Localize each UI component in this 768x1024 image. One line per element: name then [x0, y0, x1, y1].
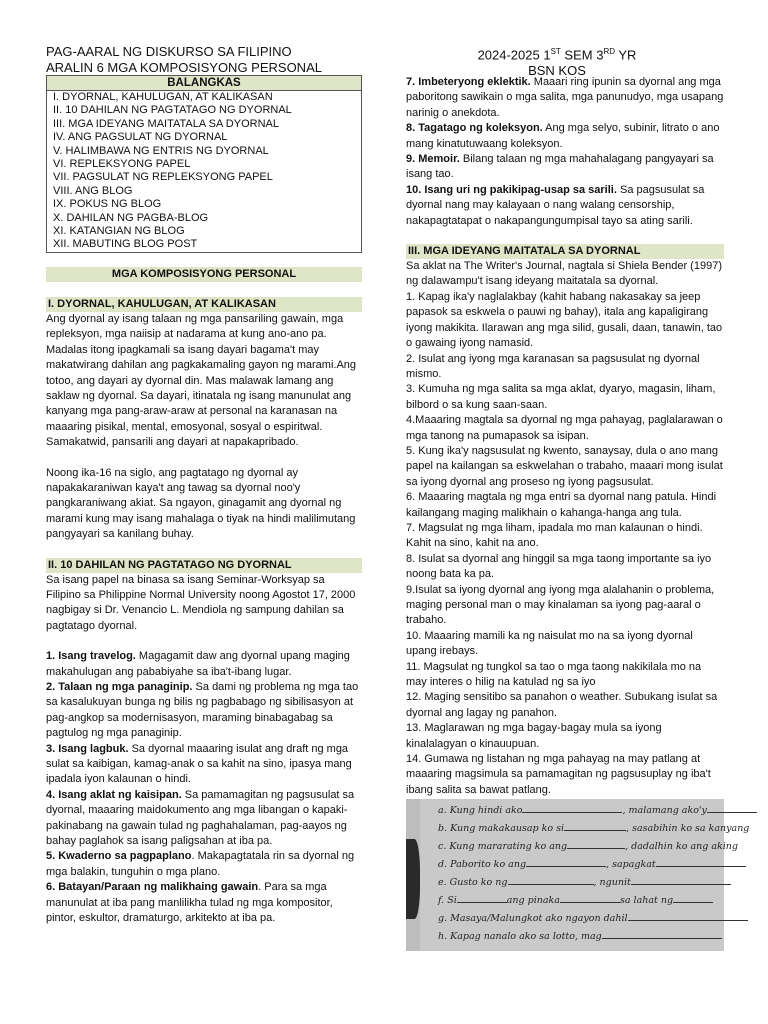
idea-item: 8. Isulat sa dyornal ang hinggil sa mga taong importante sa iyo noong bata ka pa.: [406, 552, 712, 581]
idea-item: 10. Maaaring mamili ka ng naisulat mo na sa iyong dyornal upang irebays.: [406, 629, 693, 658]
section3-heading: III. MGA IDEYANG MAITATALA SA DYORNAL: [406, 244, 724, 259]
worksheet-paper: [420, 799, 750, 951]
reason-item: 4. Isang aklat ng kaisipan. Sa pamamagitan ng pagsusulat sa dyornal, maaaring maidokumento ang mga libangan o kapaki-pakinabang na gawain tulad ng paghahalaman, pag-aayos ng bahay paglahok sa isang paligsahan at iba pa.: [46, 788, 355, 848]
idea-item: 13. Maglarawan ng mga bagay-bagay mula sa iyong kinalalagyan o kinauupuan.: [406, 722, 662, 750]
section3-intro: Sa aklat na The Writer's Journal, nagtala si Shiela Bender (1997) ng dalawampu't isang ideyang maitatala sa dyornal.: [406, 260, 722, 288]
worksheet-line: f. Si ang pinaka sa lahat ng: [438, 895, 713, 906]
main-title: MGA KOMPOSISYONG PERSONAL: [46, 267, 362, 282]
outline-box: [46, 75, 362, 253]
outline-item: IX. POKUS NG BLOG: [53, 198, 162, 211]
idea-item: 4.Maaaring magtala sa dyornal ng mga pahayag, paglalarawan o mga tanong na pumapasok sa isipan.: [406, 414, 723, 442]
page-header-left: [46, 44, 322, 76]
idea-item: 12. Maging sensitibo sa panahon o weather. Subukang isulat sa dyornal ang lagay ng panahon.: [406, 691, 718, 719]
section1-paragraph: Noong ika-16 na siglo, ang pagtatago ng dyornal ay napakakaraniwan kaya't ang tawag sa dyornal noo'y pangkaraniwang akiat. Sa ngayon, ginagamit ang dyornal ng marami kung may isang mahalaga o tiyak na hindi malilimutang pangyayari sa kanilang buhay.: [46, 466, 356, 541]
reason-item: 1. Isang travelog. Magagamit daw ang dyornal upang maging makahulugan ang pababiyahe sa iba't-ibang lugar.: [46, 650, 350, 678]
idea-item: 9.Isulat sa iyong dyornal ang iyong mga alalahanin o problema, maging personal man o may kinalaman sa iyong pag-aaral o trabaho.: [406, 583, 715, 627]
idea-item: 14. Gumawa ng listahan ng mga pahayag na may patlang at maaaring magsimula sa pamamagitan ng pagsusuplay ng iba't ibang salita sa bawat patlang.: [406, 753, 711, 796]
outline-item: I. DYORNAL, KAHULUGAN, AT KALIKASAN: [53, 91, 273, 103]
reason-item: 3. Isang lagbuk. Sa dyornal maaaring isulat ang draft ng mga sulat sa kaibigan, kamag-anak o sa kahit na sino, ipasya mang ipadala iyon kalaunan o hindi.: [46, 742, 352, 786]
section1-heading: I. DYORNAL, KAHULUGAN, AT KALIKASAN: [46, 297, 362, 312]
term-label: 2024-2025 1ST SEM 3RD YR: [477, 47, 637, 63]
course-title: PAG-AARAL NG DISKURSO SA FILIPINO: [46, 44, 292, 59]
reason-item: 9. Memoir. Bilang talaan ng mga mahahalagang pangyayari sa isang tao.: [406, 153, 714, 181]
worksheet-photo: [406, 799, 750, 951]
idea-item: 11. Magsulat ng tungkol sa tao o mga taong nakikilala mo na may interes o hilig na katulad ng sa iyo: [406, 660, 702, 689]
idea-item: 1. Kapag ika'y naglalakbay (kahit habang nakasakay sa jeep papasok sa eskwela o pauwi ng bahay), itala ang kapaligirang iyong makikita. Ilarawan ang mga silid, gusali, daan, tanawin, tao o gawaing iyong namasid.: [406, 290, 723, 350]
worksheet-line: d. Paborito ko ang , sapagkat: [438, 859, 746, 870]
reason-item: 5. Kwaderno sa pagpaplano. Makapagtatala rin sa dyornal ng mga balakin, tunguhin o mga plano.: [46, 850, 355, 878]
outline-item: V. HALIMBAWA NG ENTRIS NG DYORNAL: [53, 144, 269, 157]
reason-item: 7. Imbeteryong eklektik. Maaari ring ipunin sa dyornal ang mga paboritong sawikain o mga salita, mga panunudyo, mga usapang narinig o anekdota.: [406, 76, 724, 119]
outline-list: [47, 91, 361, 252]
reason-item: 10. Isang uri ng pakikipag-usap sa sarili. Sa pagsusulat sa dyornal nang may kalayaan o nang walang censorship, nakapagtatapat o nakapangungumpisal tayo sa ating sarili.: [406, 183, 705, 227]
reason-item: 8. Tagatago ng koleksyon. Ang mga selyo, subinir, litrato o ano mang kinatutuwaang koleksyon.: [406, 122, 720, 150]
worksheet-line: h. Kapag nanalo ako sa lotto, mag: [438, 931, 722, 942]
idea-item: 6. Maaaring magtala ng mga entri sa dyornal nang patula. Hindi kailangang maging malikhain o kahanga-hanga ang tula.: [406, 491, 717, 519]
worksheet-line: g. Masaya/Malungkot ako ngayon dahil: [438, 913, 748, 924]
outline-item: VI. REPLEKSYONG PAPEL: [53, 158, 191, 171]
idea-item: 7. Magsulat ng mga liham, ipadala mo man kalaunan o hindi. Kahit na sino, kahit na ano.: [406, 521, 703, 550]
outline-item: X. DAHILAN NG PAGBA-BLOG: [53, 211, 209, 224]
reason-item: 6. Batayan/Paraan ng malikhaing gawain. Para sa mga manunulat at iba pang manlilikha tulad ng mga kompositor, pintor, eskultor, dramaturgo, arkitekto at iba pa.: [46, 881, 333, 925]
section1-paragraph: Ang dyornal ay isang talaan ng mga pansariling gawain, mga repleksyon, mga naiisip at nadarama at kung ano-ano pa. Madalas itong ipagkamali sa isang dayari bagama't may makatwirang dahilan ang pagkakamaling gayon ng marami.Ang totoo, ang dayari ay dyornal din. Mas malawak lamang ang saklaw ng dyornal. Sa dayari, itinatala ng isang manunulat ang kanyang mga pang-araw-araw at personal na karanasan na maaaring pisikal, mental, emosyonal, sosyal o espiritwal. Samakatwid, pansarili ang dayari at napakapribado.: [46, 312, 357, 449]
outline-item: XI. KATANGIAN NG BLOG: [53, 225, 185, 238]
worksheet-line: a. Kung hindi ako , malamang ako'y: [438, 805, 757, 816]
left-column: [46, 75, 362, 927]
outline-item: IV. ANG PAGSULAT NG DYORNAL: [53, 131, 228, 144]
outline-title: BALANGKAS: [47, 76, 361, 91]
outline-item: VIII. ANG BLOG: [53, 184, 133, 197]
worksheet-line: e. Gusto ko ng , ngunit: [438, 877, 731, 888]
idea-item: 2. Isulat ang iyong mga karanasan sa pagsusulat ng dyornal mismo.: [406, 352, 700, 380]
worksheet-line: b. Kung makakausap ko si , sasabihin ko sa kanyang: [438, 823, 750, 834]
right-column: [406, 75, 724, 798]
reason-item: 2. Talaan ng mga panaginip. Sa dami ng problema ng mga tao sa kasalukuyan bunga ng bilis ng pagbabago ng sibilisasyon at pag-angkop sa modernisasyon, maraming binabagabag sa pagtulog ng mga panaginip.: [46, 681, 359, 740]
section2-intro: Sa isang papel na binasa sa isang Seminar-Worksyap sa Filipino sa Philippine Normal University noong Agostot 17, 2000 nagbigay si Dr. Venancio L. Mendiola ng sampung dahilan sa pagtatago dyornal.: [46, 573, 356, 632]
outline-item: II. 10 DAHILAN NG PAGTATAGO NG DYORNAL: [53, 104, 292, 117]
outline-item: III. MGA IDEYANG MAITATALA SA DYORNAL: [53, 117, 279, 130]
section2-heading: II. 10 DAHILAN NG PAGTATAGO NG DYORNAL: [46, 558, 362, 573]
lesson-title: ARALIN 6 MGA KOMPOSISYONG PERSONAL: [46, 60, 322, 75]
idea-item: 3. Kumuha ng mga salita sa mga aklat, dyaryo, magasin, liham, bilbord o sa kung saan-saan.: [406, 383, 716, 411]
photo-shadow: [406, 839, 420, 919]
outline-item: XII. MABUTING BLOG POST: [53, 238, 198, 251]
worksheet-line: c. Kung mararating ko ang , dadalhin ko ang aking: [438, 841, 739, 852]
idea-item: 5. Kung ika'y nagsusulat ng kwento, sanaysay, dula o ano mang papel na kailangan sa eskwelahan o trabaho, maaari mong isulat sa iyong dyornal ang proseso ng iyong pagsusulat.: [406, 444, 723, 488]
outline-item: VII. PAGSULAT NG REPLEKSYONG PAPEL: [53, 171, 273, 184]
program-label: BSN KOS: [528, 63, 586, 79]
